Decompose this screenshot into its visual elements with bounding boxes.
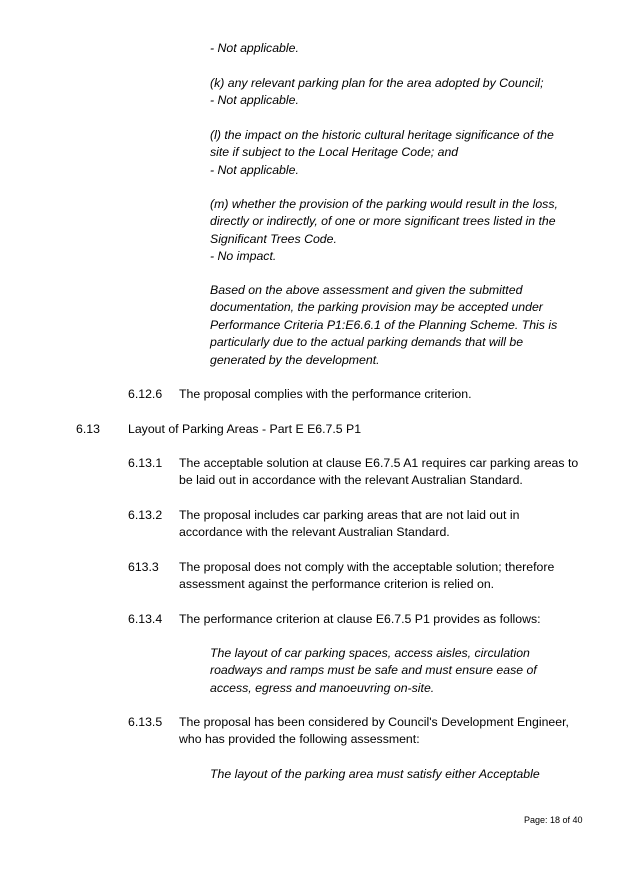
section-number: 6.13 bbox=[76, 422, 100, 436]
paragraph-line: The proposal has been considered by Council's Development Engineer, bbox=[179, 715, 569, 729]
quote-line: Based on the above assessment and given the submitted bbox=[210, 283, 523, 297]
paragraph-number: 6.12.6 bbox=[128, 387, 163, 401]
paragraph-number: 6.13.5 bbox=[128, 715, 163, 729]
quote-line: roadways and ramps must be safe and must ensure ease of bbox=[210, 663, 537, 678]
quote-assessment-conclusion bbox=[210, 282, 582, 369]
paragraph-line: The acceptable solution at clause E6.7.5 A1 requires car parking areas to bbox=[179, 456, 579, 470]
paragraph-number: 6.13.2 bbox=[128, 508, 163, 522]
quote-line: (k) any relevant parking plan for the area adopted by Council; bbox=[210, 76, 544, 90]
quote-layout-satisfy bbox=[210, 766, 582, 783]
quote-not-applicable-top bbox=[210, 40, 582, 57]
paragraph-line: be laid out in accordance with the relevant Australian Standard. bbox=[179, 473, 523, 488]
quote-line: (m) whether the provision of the parking would result in the loss, bbox=[210, 197, 558, 211]
paragraph-line: assessment against the performance criterion is relied on. bbox=[179, 577, 495, 592]
quote-line: The layout of car parking spaces, access aisles, circulation bbox=[210, 646, 530, 660]
quote-line: Significant Trees Code. bbox=[210, 231, 337, 246]
quote-item-k bbox=[210, 75, 582, 110]
paragraph-number: 613.3 bbox=[128, 560, 159, 574]
paragraph-line: accordance with the relevant Australian Standard. bbox=[179, 525, 450, 540]
paragraph-line: The performance criterion at clause E6.7.5 P1 provides as follows: bbox=[179, 612, 541, 626]
quote-line: directly or indirectly, of one or more significant trees listed in the bbox=[210, 214, 556, 229]
quote-line: - No impact. bbox=[210, 249, 277, 264]
quote-item-m bbox=[210, 196, 582, 266]
quote-line: - Not applicable. bbox=[210, 41, 299, 55]
paragraph-number: 6.13.4 bbox=[128, 612, 163, 626]
paragraph-line: who has provided the following assessment: bbox=[179, 732, 420, 747]
quote-line: particularly due to the actual parking demands that will be bbox=[210, 335, 524, 350]
quote-line: - Not applicable. bbox=[210, 162, 299, 177]
quote-line: Performance Criteria P1:E6.6.1 of the Planning Scheme. This is bbox=[210, 317, 558, 332]
quote-line: documentation, the parking provision may be accepted under bbox=[210, 300, 543, 315]
paragraph-line: The proposal complies with the performance criterion. bbox=[179, 387, 472, 401]
page-number-footer: Page: 18 of 40 bbox=[524, 815, 583, 825]
quote-line: access, egress and manoeuvring on-site. bbox=[210, 680, 435, 695]
paragraph-number: 6.13.1 bbox=[128, 456, 163, 470]
paragraph-line: The proposal includes car parking areas that are not laid out in bbox=[179, 508, 520, 522]
quote-line: - Not applicable. bbox=[210, 93, 299, 108]
quote-item-l bbox=[210, 127, 582, 179]
quote-line: site if subject to the Local Heritage Code; and bbox=[210, 145, 459, 160]
quote-layout-criterion bbox=[210, 645, 582, 697]
paragraph-line: The proposal does not comply with the acceptable solution; therefore bbox=[179, 560, 555, 574]
quote-line: generated by the development. bbox=[210, 352, 380, 367]
section-title: Layout of Parking Areas - Part E E6.7.5 P1 bbox=[128, 422, 362, 436]
quote-line: (l) the impact on the historic cultural heritage significance of the bbox=[210, 128, 554, 142]
quote-line: The layout of the parking area must satisfy either Acceptable bbox=[210, 767, 540, 781]
